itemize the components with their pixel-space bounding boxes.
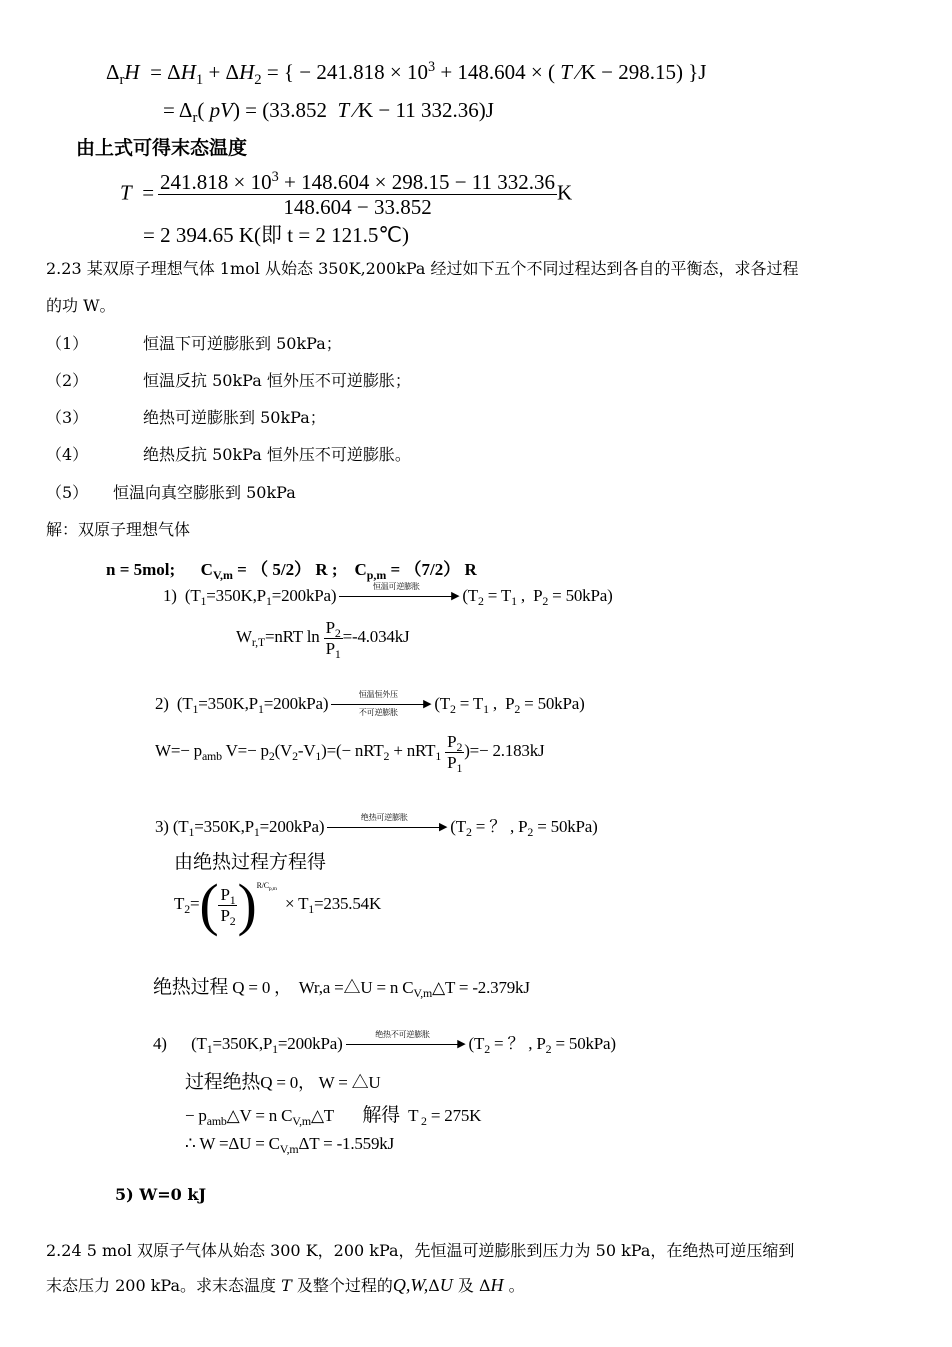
list-item-number: （2） [46,371,89,390]
step4-arrow-label: 绝热不可逆膨胀 [375,1030,430,1040]
step3-arrow-label: 绝热可逆膨胀 [360,813,408,823]
list-item [46,405,326,428]
step2-arrow: 恒温恒外压 ▶ 不可逆膨胀 [331,694,431,716]
step4-arrow: 绝热不可逆膨胀 ▶ [346,1034,466,1056]
step2-process: 2) $(T_1=350K,P_1=200kPa)$ 恒温恒外压 ▶ 不可逆膨胀 ($T_2 = T_1$ , $P_2 = 50kPa$) [155,690,585,718]
step4-label: 4) [153,1034,167,1053]
step4-line3: ∴ $W =\Delta U = C_{V,m}\Delta T = -1.559kJ$ [185,1134,394,1157]
list-item [46,480,296,503]
list-item-text: 绝热反抗 50kPa 恒外压不可逆膨胀。 [143,445,411,464]
step4-line2: − $p_{amb}\triangle V = n$ $C_{V,m}\triangle T$ 解得 T $_2$ = 275K [185,1104,482,1129]
problem-2-23-statement-line1: 2.23 某双原子理想气体 1mol 从始态 350K,200kPa 经过如下五个不同过程达到各自的平衡态，求各过程 [46,259,799,278]
temperature-denominator: 148.604 − 33.852 [283,195,432,220]
list-item-number: （5） [46,483,89,502]
step1-arrow: 恒温可逆膨胀 ▶ [339,586,459,608]
step5-result: 5) W=0 kJ [115,1185,207,1204]
list-item-text: 恒温向真空膨胀到 50kPa [113,483,296,502]
problem-2-24-line1: 2.24 5 mol 双原子气体从始态 300 K，200 kPa，先恒温可逆膨胀到压力为 50 kPa，在绝热可逆压缩到 [46,1241,795,1260]
problem-2-23-statement-line2: 的功 W。 [46,296,116,315]
step3-arrow: 绝热可逆膨胀 ▶ [327,817,447,839]
step3-note: 由绝热过程方程得 [174,851,327,873]
step4-process: 4) $(T_1=350K,P_1=200kPa)$ 绝热不可逆膨胀 ▶ ($T_2$ = ？ , $P_2 = 50kPa$) [153,1030,616,1057]
list-item-text: 恒温反抗 50kPa 恒外压不可逆膨胀； [143,371,411,390]
step3-result: 绝热过程 Q = 0 ， Wr,a =△U = n $C_{V,m}\triangle T = -2.379kJ$ [153,976,530,1001]
list-item [46,442,411,465]
given-constants: n = 5mol; $C_{V,m}$ = （ 5/2） R ; $C_{p,m} = (7/2)$ R [106,560,477,583]
list-item-number: （3） [46,408,89,427]
list-item [46,331,342,354]
step2-result: $W=- p_{amb}$ $V=- p_2(V_2-V_1)=(- nRT_2 + nRT_1$ $\frac{P_2}{P_1}$ )=− 2.183kJ [155,732,545,775]
final-temperature-heading: 由上式可得末态温度 [76,137,248,159]
step2-arrow-label-bottom: 不可逆膨胀 [358,708,398,718]
step1-label: 1) [163,586,177,605]
step1-arrow-label: 恒温可逆膨胀 [372,582,420,592]
enthalpy-equation-line1: $\Delta_rH = \Delta H_1 + \Delta H_2$ = { − $241.818 \times 10^3 + 148.604$ × ( T ⁄K − 298.15) }J [106,59,707,89]
step3-process: 3) $(T_1=350K,P_1=200kPa)$ 绝热可逆膨胀 ▶ ($T_2$ = ？ , $P_2 = 50kPa$) [155,813,598,840]
step2-label: 2) [155,694,169,713]
list-item [46,368,411,391]
list-item-text: 恒温下可逆膨胀到 50kPa； [143,334,342,353]
step1-result: $W_{r,T}=nRT$ ln $\frac{P_2}{P_1}$ =-4.034kJ [236,618,410,661]
temperature-result: = 2 394.65 K(即 t = 2 121.5℃) [143,223,410,247]
step4-line1: 过程绝热Q = 0， W = △U [185,1071,381,1093]
problem-2-24-line2: 末态压力 200 kPa。求末态温度 T 及整个过程的Q,W,ΔU 及 ΔH 。 [46,1275,525,1295]
step3-temperature-formula: $T_2=$( $\frac{P_1}{P_2}$ )$^{R/C_{p,m}} \times T_1=235.54K$ [174,872,382,937]
temperature-fraction-equation: T = $\frac{241.818 \times 10^3 + 148.604 \times 298.15 - 11 332.36}{148.604 - 33.852}$ K [120,169,573,220]
step2-arrow-label-top: 恒温恒外压 [358,690,398,700]
temperature-unit: K [557,180,573,205]
enthalpy-equation-line2: = $\Delta_r$( pV) = (33.852 T ⁄K − 11 332.36)J [163,98,494,127]
list-item-text: 绝热可逆膨胀到 50kPa； [143,408,326,427]
list-item-number: （4） [46,445,89,464]
list-item-number: （1） [46,334,89,353]
temperature-numerator: $241.818 \times 10^3 + 148.604 \times 298.15 - 11$ 332.36 [160,169,556,194]
solution-label: 解：双原子理想气体 [46,520,191,539]
step1-process: 1) $(T_1=350K,P_1=200kPa)$ 恒温可逆膨胀 ▶ ($T_2 = T_1$ , $P_2 = 50kPa$) [163,582,613,609]
step3-label: 3) [155,817,169,836]
